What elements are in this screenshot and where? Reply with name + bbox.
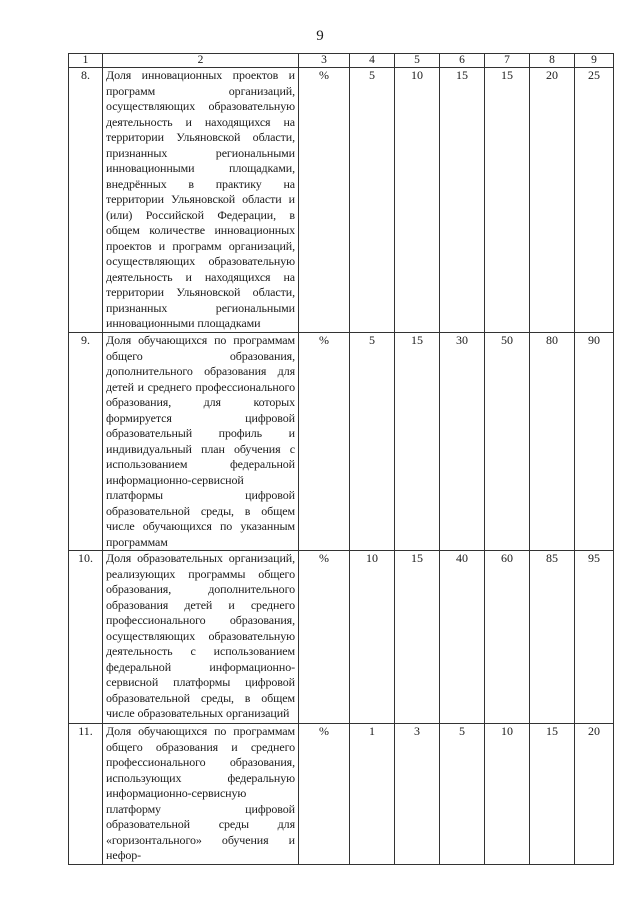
value-cell: 50: [485, 333, 530, 551]
header-cell: 7: [485, 54, 530, 68]
row-number: 9.: [69, 333, 103, 551]
value-cell: 15: [440, 68, 485, 333]
page-number: 9: [316, 28, 324, 44]
value-cell: 10: [395, 68, 440, 333]
indicator-name: Доля образовательных организаций, реализующих программы общего образования, дополнительного образования детей и среднего профессионального образования, осуществляющих образовательную деятельность с использованием федеральной информационно-сервисной платформы цифровой образовательной среды, в общем числе образовательных организаций: [103, 551, 299, 724]
value-cell: 10: [485, 724, 530, 865]
value-cell: 25: [575, 68, 614, 333]
value-cell: 1: [350, 724, 395, 865]
unit-cell: %: [299, 551, 350, 724]
indicator-name: Доля обучающихся по программам общего образования, дополнительного образования для детей и среднего профессионального образования, для которых формируется цифровой образовательный профиль и индивидуальный план обучения с использованием федеральной информационно-сервисной платформы цифровой образовательной среды, в общем числе обучающихся по указанным программам: [103, 333, 299, 551]
value-cell: 20: [575, 724, 614, 865]
value-cell: 15: [395, 333, 440, 551]
value-cell: 85: [530, 551, 575, 724]
value-cell: 30: [440, 333, 485, 551]
value-cell: 20: [530, 68, 575, 333]
value-cell: 10: [350, 551, 395, 724]
value-cell: 90: [575, 333, 614, 551]
value-cell: 15: [395, 551, 440, 724]
indicator-table: [68, 53, 614, 865]
header-cell: 6: [440, 54, 485, 68]
value-cell: 40: [440, 551, 485, 724]
indicator-name: Доля инновационных проектов и программ организаций, осуществляющих образовательную деятельность и находящихся на территории Ульяновской области, признанных региональными инновационными площадками, внедрённых в практику на территории Ульяновской области и (или) Российской Федерации, в общем количестве инновационных проектов и программ организаций, осуществляющих образовательную деятельность и находящихся на территории Ульяновской области, признанных региональными инновационными площадками: [103, 68, 299, 333]
value-cell: 60: [485, 551, 530, 724]
indicator-name: Доля обучающихся по программам общего образования и среднего профессионального образования, использующих федеральную информационно-сервисную платформу цифровой образовательной среды для «горизонтального» обучения и нефор-: [103, 724, 299, 865]
table-row: [69, 68, 614, 333]
row-number: 10.: [69, 551, 103, 724]
unit-cell: %: [299, 68, 350, 333]
table-row: [69, 724, 614, 865]
value-cell: 15: [530, 724, 575, 865]
header-cell: 3: [299, 54, 350, 68]
unit-cell: %: [299, 724, 350, 865]
row-number: 8.: [69, 68, 103, 333]
unit-cell: %: [299, 333, 350, 551]
header-cell: 4: [350, 54, 395, 68]
header-cell: 1: [69, 54, 103, 68]
value-cell: 5: [440, 724, 485, 865]
value-cell: 80: [530, 333, 575, 551]
header-cell: 2: [103, 54, 299, 68]
table-row: [69, 551, 614, 724]
header-cell: 8: [530, 54, 575, 68]
table-row: [69, 333, 614, 551]
value-cell: 95: [575, 551, 614, 724]
value-cell: 5: [350, 68, 395, 333]
table-header-row: [69, 54, 614, 68]
value-cell: 3: [395, 724, 440, 865]
header-cell: 5: [395, 54, 440, 68]
row-number: 11.: [69, 724, 103, 865]
value-cell: 15: [485, 68, 530, 333]
header-cell: 9: [575, 54, 614, 68]
value-cell: 5: [350, 333, 395, 551]
